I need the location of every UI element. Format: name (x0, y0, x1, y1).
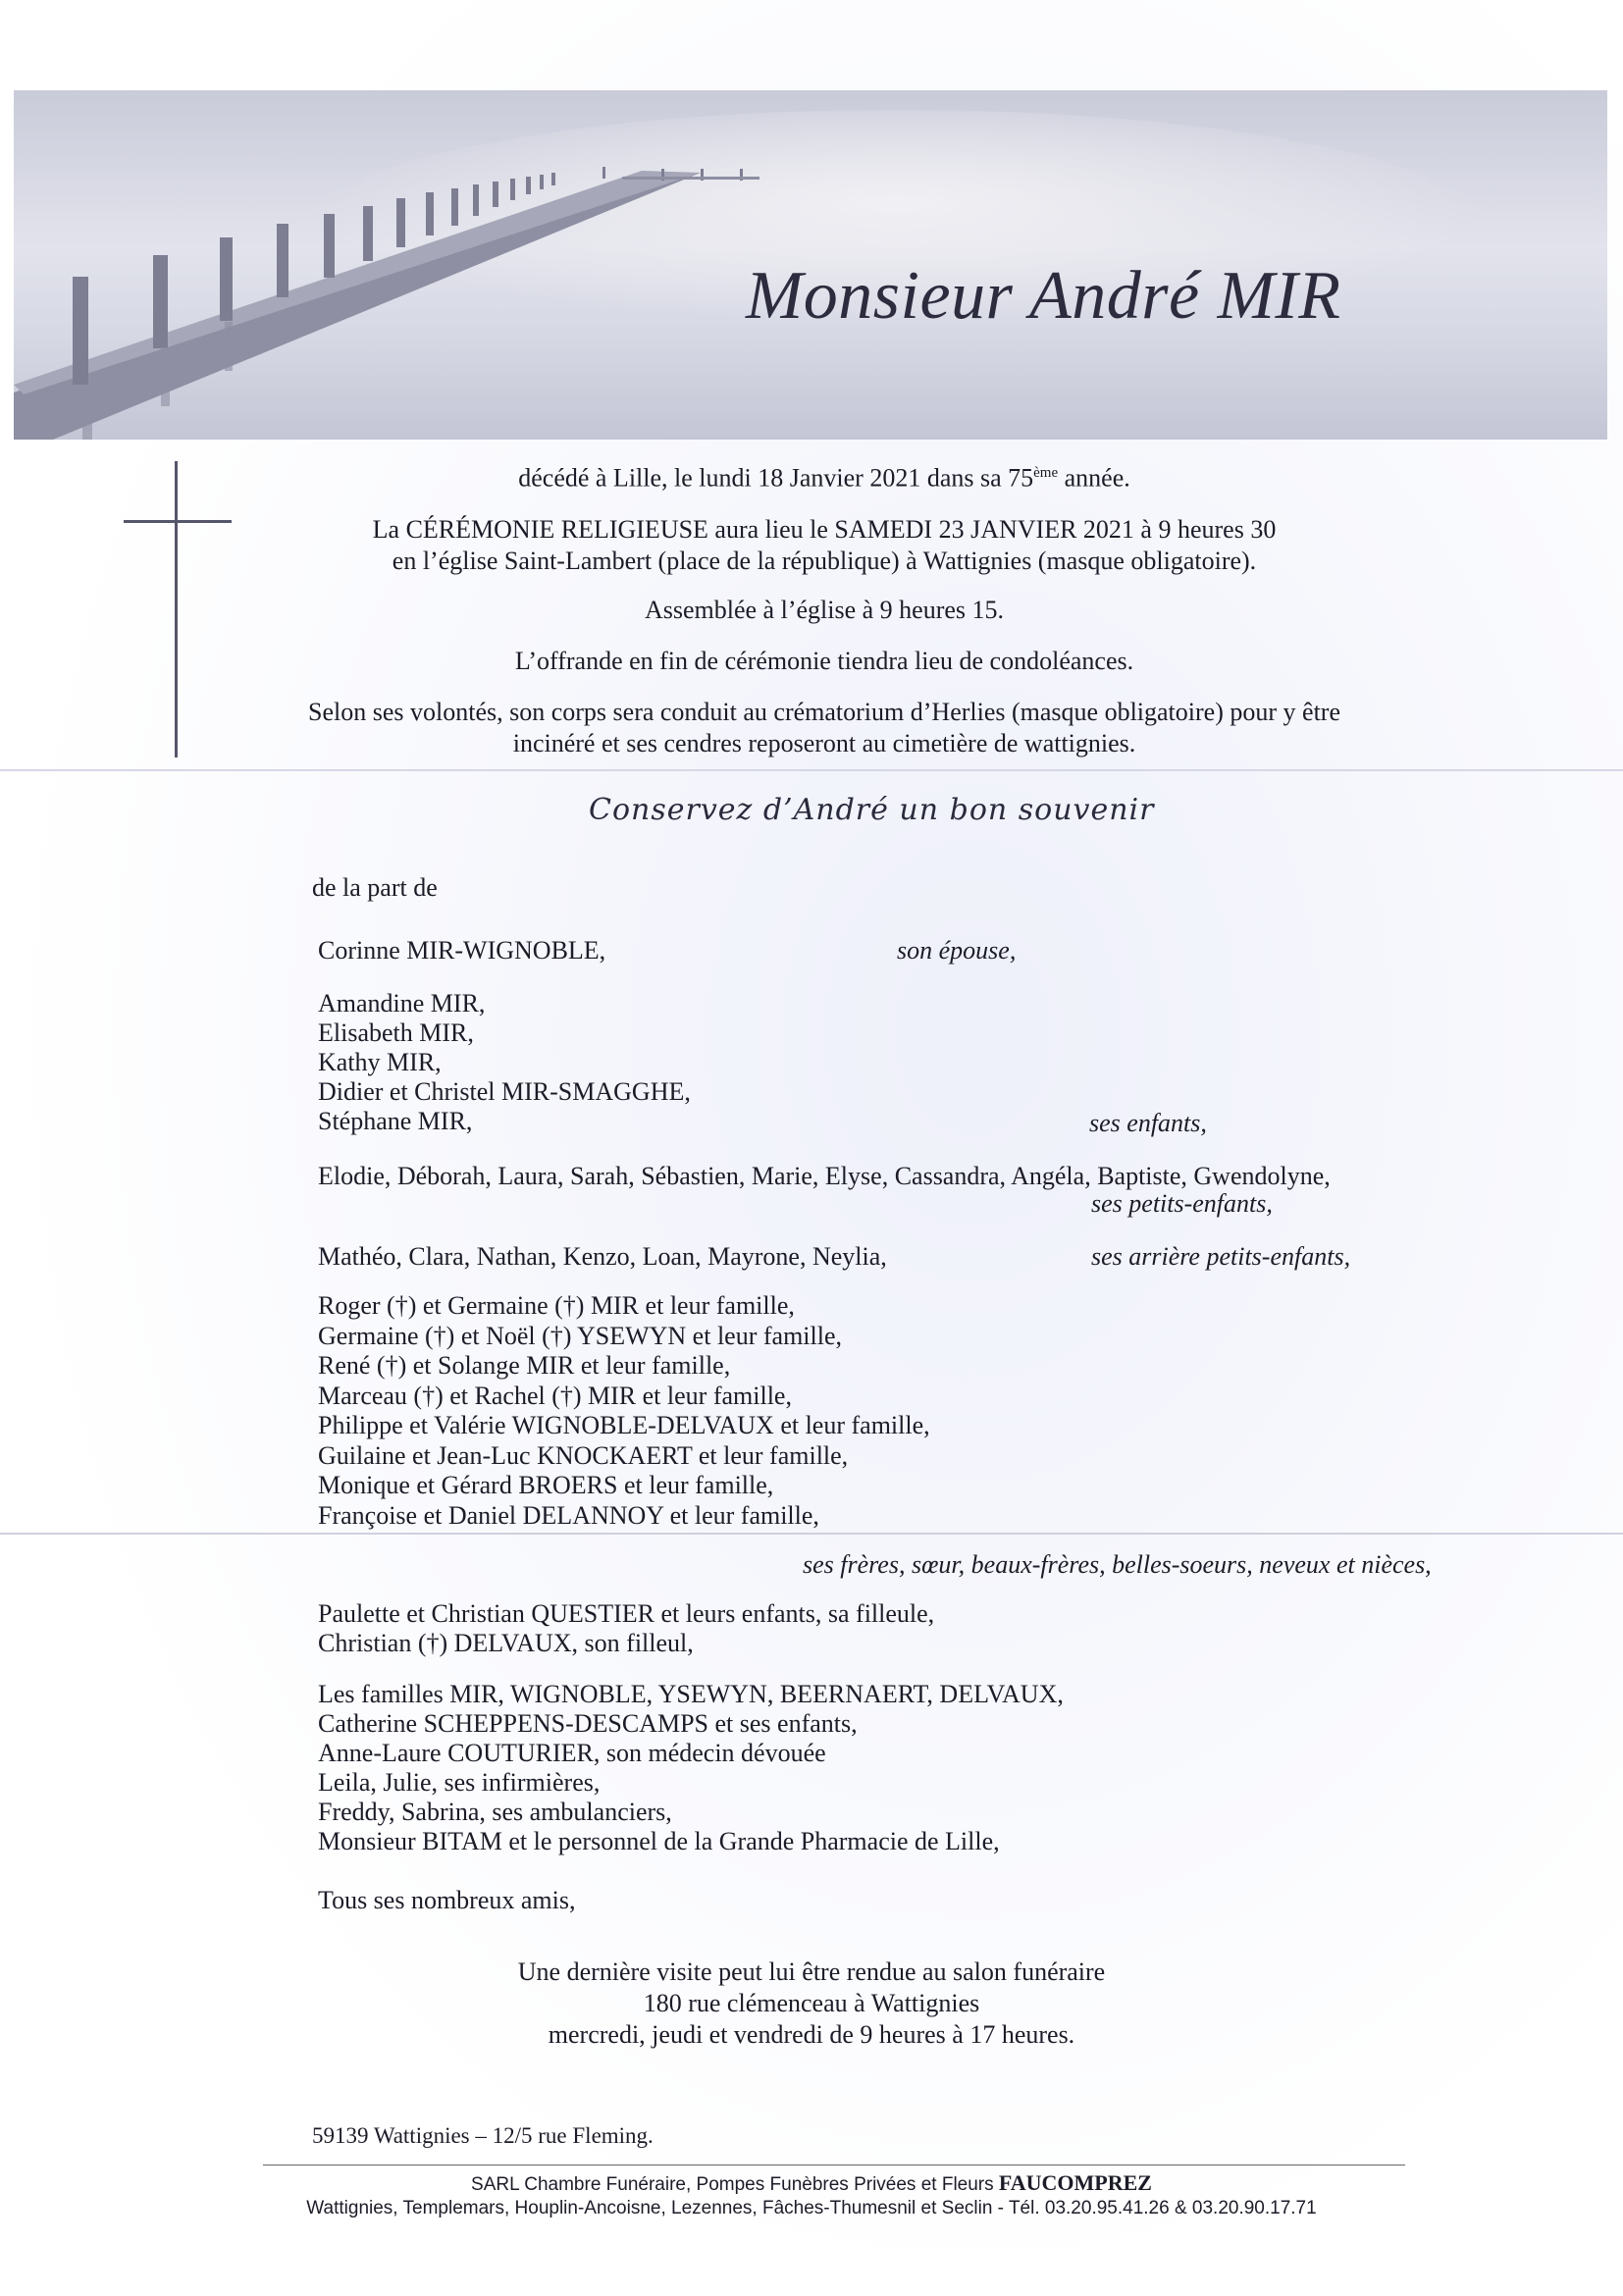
others-list (318, 1680, 1064, 1856)
cremation-note: Selon ses volontés, son corps sera conduit au crématorium d’Herlies (masque obligatoire) pour y être incinéré et ses cendres reposeront au cimetière de wattignies. (308, 697, 1340, 757)
spouse-relation: son épouse, (897, 936, 1017, 965)
list-item: Catherine SCHEPPENS-DESCAMPS et ses enfants, (318, 1709, 858, 1738)
siblings-relation: ses frères, sœur, beaux-frères, belles-soeurs, neveux et nièces, (803, 1550, 1432, 1579)
list-item: Philippe et Valérie WIGNOBLE-DELVAUX et leur famille, (318, 1411, 930, 1439)
great-grandchildren-names: Mathéo, Clara, Nathan, Kenzo, Loan, Mayrone, Neylia, (318, 1242, 887, 1271)
from-label: de la part de (312, 873, 438, 902)
list-item: Monique et Gérard BROERS et leur famille, (318, 1471, 774, 1499)
grandchildren-relation: ses petits-enfants, (1091, 1189, 1273, 1218)
deceased-name-title: Monsieur André MIR (746, 258, 1341, 334)
visit-line: mercredi, jeudi et vendredi de 9 heures à 17 heures. (548, 2020, 1075, 2049)
list-item: Paulette et Christian QUESTIER et leurs enfants, sa filleule, (318, 1599, 935, 1628)
great-grandchildren-relation: ses arrière petits-enfants, (1091, 1242, 1351, 1271)
visit-line: 180 rue clémenceau à Wattignies (643, 1989, 980, 2017)
list-item: Germaine (†) et Noël (†) YSEWYN et leur famille, (318, 1321, 843, 1350)
list-item: Françoise et Daniel DELANNOY et leur famille, (318, 1500, 819, 1530)
offering-note: L’offrande en fin de cérémonie tiendra lieu de condoléances. (514, 646, 1134, 675)
godchildren-list (318, 1599, 934, 1658)
list-item: Marceau (†) et Rachel (†) MIR et leur famille, (318, 1381, 792, 1410)
address-line: 59139 Wattignies – 12/5 rue Fleming. (312, 2123, 654, 2148)
list-item: Freddy, Sabrina, ses ambulanciers, (318, 1798, 672, 1826)
section-divider (0, 1533, 1623, 1535)
list-item: Elisabeth MIR, (318, 1018, 474, 1047)
list-item: Stéphane MIR, (318, 1107, 473, 1135)
assembly-time: Assemblée à l’église à 9 heures 15. (644, 595, 1005, 624)
siblings-list (318, 1291, 930, 1531)
list-item: Kathy MIR, (318, 1048, 442, 1076)
remembrance-subtitle: Conservez d’André un bon souvenir (589, 793, 1155, 827)
list-item: René (†) et Solange MIR et leur famille, (318, 1351, 731, 1380)
footer-company: SARL Chambre Funéraire, Pompes Funèbres Privées et Fleurs FAUCOMPREZ (471, 2170, 1152, 2195)
list-item: Didier et Christel MIR-SMAGGHE, (318, 1077, 691, 1106)
footer-divider (263, 2165, 1405, 2166)
friends-line: Tous ses nombreux amis, (318, 1886, 576, 1914)
grandchildren-names: Elodie, Déborah, Laura, Sarah, Sébastien, Marie, Elyse, Cassandra, Angéla, Baptiste, Gwendolyne, (318, 1162, 1331, 1190)
section-divider (0, 769, 1623, 771)
visit-line: Une dernière visite peut lui être rendue au salon funéraire (517, 1957, 1106, 1986)
list-item: Christian (†) DELVAUX, son filleul, (318, 1629, 694, 1657)
visit-info (0, 1957, 1623, 2051)
children-relation: ses enfants, (1089, 1109, 1207, 1137)
list-item: Amandine MIR, (318, 989, 486, 1018)
list-item: Les familles MIR, WIGNOBLE, YSEWYN, BEERNAERT, DELVAUX, (318, 1680, 1064, 1708)
company-brand: FAUCOMPREZ (998, 2170, 1152, 2195)
list-item: Leila, Julie, ses infirmières, (318, 1768, 601, 1797)
footer-locations: Wattignies, Templemars, Houplin-Ancoisne, Lezennes, Fâches-Thumesnil et Seclin - Tél. 03.20.95.41.26 & 03.20.90.17.71 (306, 2198, 1317, 2218)
list-item: Guilaine et Jean-Luc KNOCKAERT et leur famille, (318, 1440, 849, 1470)
list-item: Anne-Laure COUTURIER, son médecin dévouée (318, 1739, 826, 1767)
death-notice-line: décédé à Lille, le lundi 18 Janvier 2021 dans sa 75ème année. (518, 463, 1130, 493)
list-item: Roger (†) et Germaine (†) MIR et leur famille, (318, 1291, 795, 1320)
list-item: Monsieur BITAM et le personnel de la Grande Pharmacie de Lille, (318, 1827, 1000, 1855)
spouse-name: Corinne MIR-WIGNOBLE, (318, 936, 606, 965)
children-list (318, 989, 691, 1136)
ceremony-details: La CÉRÉMONIE RELIGIEUSE aura lieu le SAMEDI 23 JANVIER 2021 à 9 heures 30 en l’église Saint-Lambert (place de la république) à Wattignies (masque obligatoire). (372, 514, 1277, 575)
death-announcement (147, 457, 1501, 779)
